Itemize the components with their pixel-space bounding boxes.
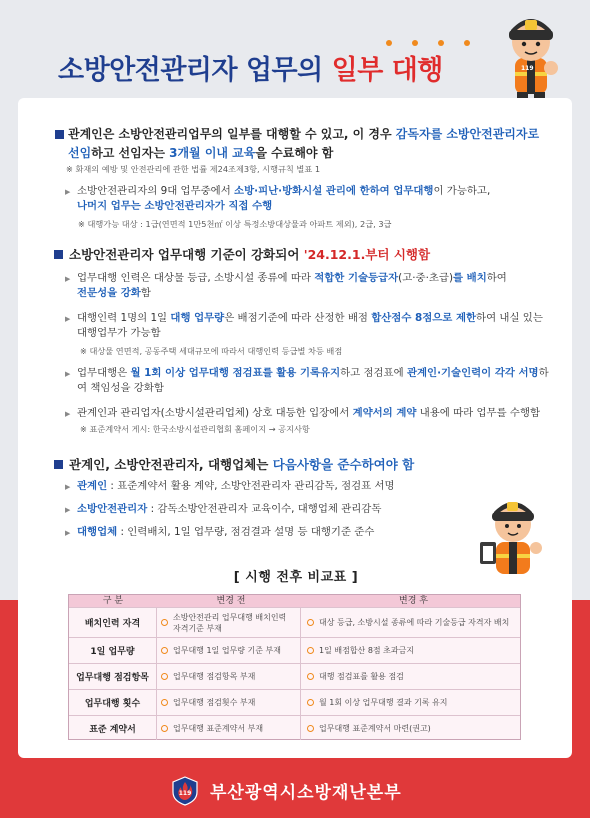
table-row xyxy=(69,637,520,663)
table-row-label: 표준 계약서 xyxy=(69,716,157,740)
section-1-note: ※ 화재의 예방 및 안전관리에 관한 법률 제24조제3항, 시행규칙 별표 1 xyxy=(66,164,321,174)
comparison-table xyxy=(68,594,521,740)
table-row-label: 1일 업무량 xyxy=(69,638,157,663)
footer xyxy=(170,776,430,806)
section-2-bullet-4: ▶ 관계인과 관리업자(소방시설관리업체) 상호 대등한 입장에서 계약서의 계약 내용에 따라 업무를 수행함 xyxy=(77,406,555,421)
table-row xyxy=(69,715,520,740)
page-title: 소방안전관리자 업무의 일부 대행 xyxy=(58,55,443,86)
section-2-bullet-1: ▶ 업무대행 인력은 대상물 등급, 소방시설 종류에 따라 적합한 기술등급자(고·중·초급)를 배치하여 전문성을 강화함 xyxy=(77,271,555,301)
section-3-heading: 관계인, 소방안전관리자, 대행업체는 다음사항을 준수하여야 함 xyxy=(54,455,414,473)
firefighter-mascot-icon xyxy=(497,8,565,103)
section-1-heading: 관계인은 소방안전관리업무의 일부를 대행할 수 있고, 이 경우 감독자를 소방안전관리자로 선임하고 선임자는 3개월 이내 교육을 수료해야 함 xyxy=(68,125,554,163)
table-cell-before: 업무대행 점검횟수 부재 xyxy=(161,690,301,715)
table-header-before: 변경 전 xyxy=(216,596,246,606)
table-row-label: 배치인력 자격 xyxy=(69,608,157,637)
table-cell-before: 소방안전관리 업무대행 배치인력 자격기준 부재 xyxy=(161,608,301,637)
section-1-bullet-1-note: ※ 대행가능 대상 : 1급(연면적 1만5천㎡ 이상 특정소방대상물과 아파트 제외), 2급, 3급 xyxy=(78,219,392,229)
table-row-label: 업무대행 점검항목 xyxy=(69,664,157,689)
section-2-bullet-2: ▶ 대행인력 1명의 1일 대행 업무량은 배점기준에 따라 산정한 배점 합산점수 8점으로 제한하여 내실 있는 대행업무가 가능함 xyxy=(77,311,555,341)
section-2-bullet-2-note: ※ 대상물 연면적, 공동주택 세대규모에 따라서 대행인력 등급별 차등 배점 xyxy=(80,346,343,356)
section-3-bullet-2: ▶ 소방안전관리자 : 감독소방안전관리자 교육이수, 대행업체 관리감독 xyxy=(77,502,477,517)
table-cell-before: 업무대행 점검항목 부재 xyxy=(161,664,301,689)
table-cell-after: 업무대행 표준계약서 마련(권고) xyxy=(307,716,517,740)
section-2-bullet-3: ▶ 업무대행은 월 1회 이상 업무대행 점검표를 활용 기록유지하고 점검표에 관계인·기술인력이 각각 서명하여 책임성을 강화함 xyxy=(77,366,555,396)
section-3-bullet-3: ▶ 대행업체 : 인력배치, 1일 업무량, 점검결과 설명 등 대행기준 준수 xyxy=(77,525,477,540)
table-row xyxy=(69,689,520,715)
table-cell-after: 1일 배점합산 8점 초과금지 xyxy=(307,638,517,663)
mascot-badge-text: 119 xyxy=(521,65,534,72)
table-cell-before: 업무대행 표준계약서 부재 xyxy=(161,716,301,740)
table-row xyxy=(69,663,520,689)
organization-name: 부산광역시소방재난본부 xyxy=(210,783,402,803)
section-1-bullet-1: ▶ 소방안전관리자의 9대 업무중에서 소방·피난·방화시설 관리에 한하여 업무대행이 가능하고, 나머지 업무는 소방안전관리자가 직접 수행 xyxy=(77,184,555,214)
fire-department-emblem-icon xyxy=(170,776,200,806)
firefighter-mascot-clipboard-icon xyxy=(476,492,548,576)
table-header-after: 변경 후 xyxy=(399,596,428,606)
comparison-table-title: [ 시행 전후 비교표 ] xyxy=(210,568,382,588)
table-header-category: 구 분 xyxy=(102,596,124,606)
table-cell-after: 대상 등급, 소방시설 종류에 따라 기술등급 자격자 배치 xyxy=(307,608,517,637)
table-row xyxy=(69,607,520,637)
section-3-bullet-1: ▶ 관계인 : 표준계약서 활용 계약, 소방안전관리자 관리감독, 점검표 서명 xyxy=(77,479,477,494)
emblem-text: 119 xyxy=(178,790,192,797)
section-2-heading: 소방안전관리자 업무대행 기준이 강화되어 '24.12.1.부터 시행함 xyxy=(54,245,430,263)
table-cell-after: 대행 점검표를 활용 점검 xyxy=(307,664,517,689)
table-cell-before: 업무대행 1일 업무량 기준 부재 xyxy=(161,638,301,663)
section-2-bullet-4-note: ※ 표준계약서 게시: 한국소방시설관리협회 홈페이지 → 공지사항 xyxy=(80,424,310,434)
table-header xyxy=(69,595,520,607)
table-cell-after: 월 1회 이상 업무대행 결과 기록 유지 xyxy=(307,690,517,715)
table-row-label: 업무대행 횟수 xyxy=(69,690,157,715)
